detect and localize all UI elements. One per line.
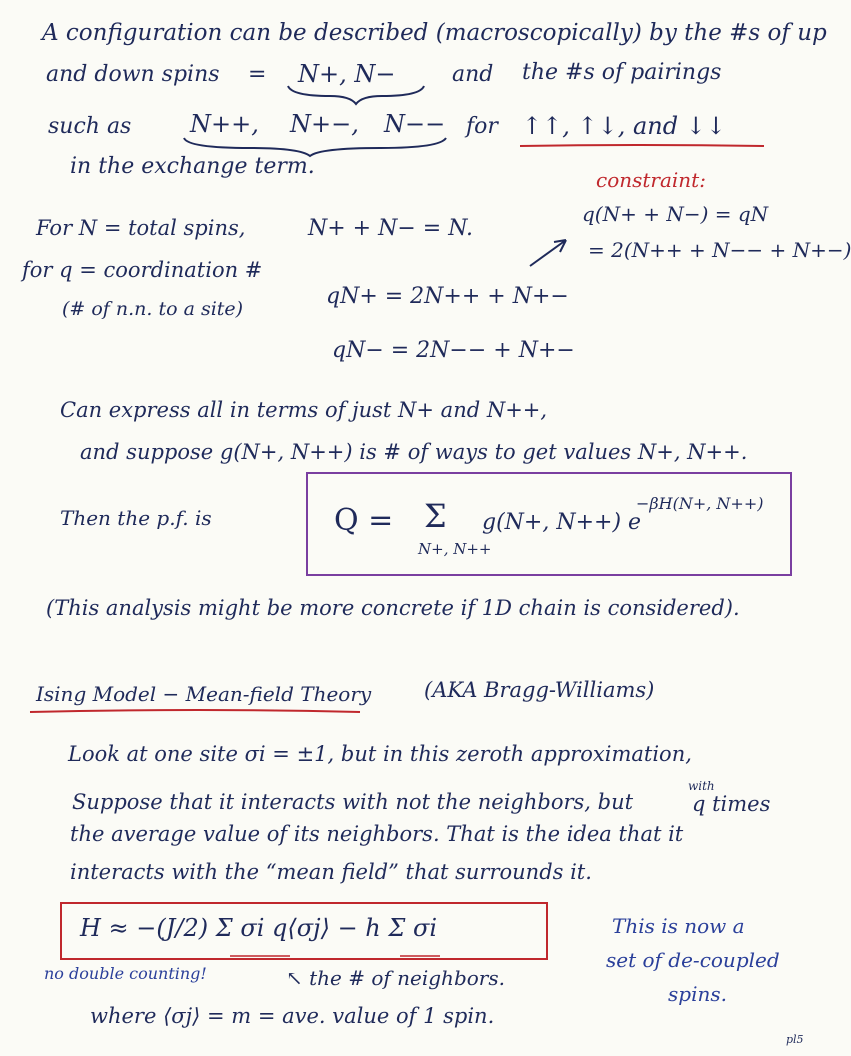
where-line: where ⟨σj⟩ = m = ave. value of 1 spin.	[90, 1004, 495, 1028]
paragraph-line-3: the average value of its neighbors. That is the idea that it	[70, 822, 684, 846]
line-3-for: for	[466, 114, 498, 139]
line-3-arrows: ↑↑, ↑↓, and ↓↓	[522, 112, 726, 140]
line-2-and-down-spins: and down spins	[46, 62, 220, 87]
constraint-eq-2: = 2(N++ + N−− + N+−)	[588, 238, 851, 262]
paragraph-line-4: interacts with the “mean field” that surrounds it.	[70, 860, 592, 884]
express-line-1: Can express all in terms of just N+ and N++,	[60, 398, 548, 422]
n-sum-equation: N+ + N− = N.	[308, 216, 474, 241]
side-note-3: spins.	[668, 982, 727, 1006]
ising-title: Ising Model − Mean-field Theory	[36, 682, 372, 706]
paragraph-with-insert: with	[688, 779, 715, 793]
pf-body: g(N+, N++) e	[482, 510, 642, 535]
line-2-n-plus-minus: N+, N−	[298, 60, 396, 88]
line-2-and: and	[452, 62, 494, 87]
pf-exponent: −βH(N+, N++)	[636, 494, 764, 513]
hamiltonian: H ≈ −(J/2) Σ σi q⟨σj⟩ − h Σ σi	[80, 914, 438, 942]
no-double-counting-note: no double counting!	[44, 964, 207, 983]
pf-sum-subscript: N+, N++	[418, 540, 492, 558]
side-note-1: This is now a	[612, 914, 745, 938]
qn-minus-equation: qN− = 2N−− + N+−	[332, 338, 575, 363]
arrow-to-constraint	[530, 240, 566, 266]
constraint-label: constraint:	[596, 168, 706, 192]
line-4: in the exchange term.	[70, 154, 315, 179]
for-n-total: For N = total spins,	[36, 216, 246, 240]
line-3-npm: N+−,	[290, 110, 359, 138]
aka-bragg-williams: (AKA Bragg-Williams)	[424, 678, 655, 702]
pf-sum: Σ	[424, 497, 447, 535]
line-1: A configuration can be described (macroscopically) by the #s of up	[42, 20, 827, 46]
line-2-equals: =	[248, 62, 267, 87]
line-3-npp: N++,	[190, 110, 259, 138]
line-3-such-as: such as	[48, 114, 132, 139]
then-pf: Then the p.f. is	[60, 506, 212, 530]
line-2-pairings: the #s of pairings	[522, 60, 722, 85]
qn-plus-equation: qN+ = 2N++ + N+−	[326, 284, 569, 309]
neighbors-note: ↖ the # of neighbors.	[286, 966, 505, 990]
red-underline-ising-title	[30, 710, 360, 712]
express-line-2: and suppose g(N+, N++) is # of ways to get values N+, N++.	[80, 440, 748, 464]
q-paren-note: (# of n.n. to a site)	[62, 298, 244, 320]
for-q-coordination: for q = coordination #	[22, 258, 263, 282]
paragraph-q-times: q times	[692, 792, 771, 816]
page-number: pl5	[786, 1033, 804, 1046]
paragraph-line-2: Suppose that it interacts with not the neighbors, but	[72, 790, 634, 814]
line-3-nmm: N−−	[384, 110, 446, 138]
red-underline-arrows	[520, 145, 764, 146]
pf-Q: Q =	[334, 503, 394, 538]
brace-under-n-plus-minus	[288, 86, 424, 104]
paragraph-line-1: Look at one site σi = ±1, but in this zeroth approximation,	[68, 742, 692, 766]
analysis-note: (This analysis might be more concrete if 1D chain is considered).	[46, 596, 740, 620]
side-note-2: set of de-coupled	[606, 948, 780, 972]
constraint-eq-1: q(N+ + N−) = qN	[582, 202, 769, 226]
